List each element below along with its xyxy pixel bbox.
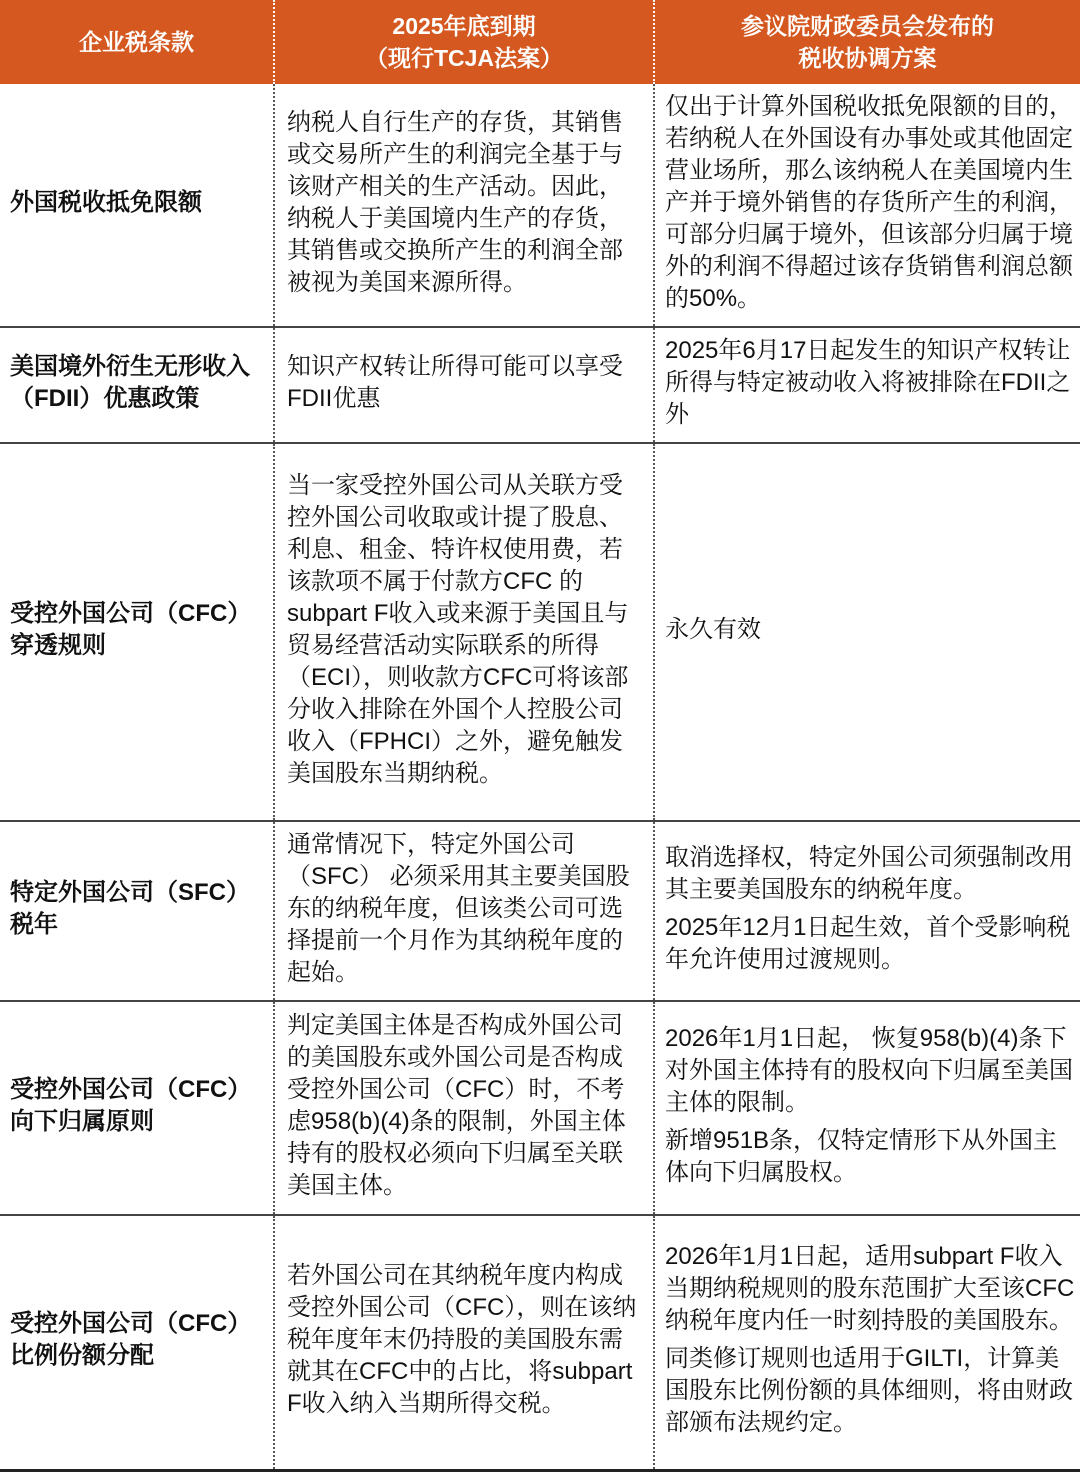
proposal-paragraph: 同类修订规则也适用于GILTI，计算美国股东比例份额的具体细则，将由财政部颁布法规约定。 — [665, 1345, 1073, 1437]
current-law-cell: 若外国公司在其纳税年度内构成受控外国公司（CFC），则在该纳税年度年末仍持股的美国股东需就其在CFC中的占比，将subpart F收入纳入当期所得交税。 — [274, 1215, 654, 1470]
current-law-cell: 当一家受控外国公司从关联方受控外国公司收取或计提了股息、利息、租金、特许权使用费，若该款项不属于付款方CFC 的subpart F收入或来源于美国且与贸易经营活动实际联系的所得（ECI），则收款方CFC可将该部分收入排除在外国个人控股公司收入（FPHCI）之外，避免触发美国股东当期纳税。 — [274, 443, 654, 821]
proposal-paragraph: 取消选择权，特定外国公司须强制改用其主要美国股东的纳税年度。 — [665, 844, 1073, 903]
proposal-cell — [654, 443, 1080, 821]
table-row — [0, 1001, 1080, 1215]
current-law-cell: 纳税人自行生产的存货，其销售或交易所产生的利润完全基于与该财产相关的生产活动。因此，纳税人于美国境内生产的存货，其销售或交换所产生的利润全部被视为美国来源所得。 — [274, 84, 654, 327]
proposal-paragraph: 2025年6月17日起发生的知识产权转让所得与特定被动收入将被排除在FDII之外 — [665, 337, 1071, 428]
proposal-paragraph: 2026年1月1日起，适用subpart F收入当期纳税规则的股东范围扩大至该CFC纳税年度内任一时刻持股的美国股东。 — [665, 1243, 1075, 1335]
provision-term: 外国税收抵免限额 — [0, 84, 274, 327]
table-row — [0, 84, 1080, 327]
provision-term: 受控外国公司（CFC）向下归属原则 — [0, 1001, 274, 1215]
proposal-cell — [654, 84, 1080, 327]
provision-term: 受控外国公司（CFC）比例份额分配 — [0, 1215, 274, 1470]
proposal-paragraph: 2025年12月1日起生效，首个受影响税年允许使用过渡规则。 — [665, 914, 1071, 973]
header-senate-proposal-line2: 税收协调方案 — [798, 45, 937, 71]
proposal-paragraph: 仅出于计算外国税收抵免限额的目的，若纳税人在外国设有办事处或其他固定营业场所，那么该纳税人在美国境内生产并于境外销售的存货所产生的利润，可部分归属于境外，但该部分归属于境外的利润不得超过该存货销售利润总额的50%。 — [665, 93, 1073, 312]
proposal-cell — [654, 1215, 1080, 1470]
proposal-cell — [654, 327, 1080, 443]
proposal-paragraph: 2026年1月1日起， 恢复958(b)(4)条下对外国主体持有的股权向下归属至美国主体的限制。 — [665, 1025, 1073, 1116]
header-current-law-line2: （现行TCJA法案） — [364, 45, 564, 71]
header-provision — [0, 0, 274, 84]
header-senate-proposal — [654, 0, 1080, 84]
table-row — [0, 821, 1080, 1001]
current-law-cell: 通常情况下，特定外国公司（SFC） 必须采用其主要美国股东的纳税年度，但该类公司可选择提前一个月作为其纳税年度的起始。 — [274, 821, 654, 1001]
header-current-law — [274, 0, 654, 84]
header-current-law-line1: 2025年底到期 — [392, 13, 536, 39]
proposal-cell — [654, 1001, 1080, 1215]
current-law-cell: 知识产权转让所得可能可以享受FDII优惠 — [274, 327, 654, 443]
current-law-cell: 判定美国主体是否构成外国公司的美国股东或外国公司是否构成受控外国公司（CFC）时，不考虑958(b)(4)条的限制，外国主体持有的股权必须向下归属至关联美国主体。 — [274, 1001, 654, 1215]
header-provision-label: 企业税条款 — [79, 29, 194, 55]
provision-term: 特定外国公司（SFC）税年 — [0, 821, 274, 1001]
proposal-cell — [654, 821, 1080, 1001]
provision-term: 受控外国公司（CFC）穿透规则 — [0, 443, 274, 821]
provision-term: 美国境外衍生无形收入（FDII）优惠政策 — [0, 327, 274, 443]
proposal-paragraph: 永久有效 — [665, 616, 761, 643]
table-header-row — [0, 0, 1080, 84]
table-row — [0, 443, 1080, 821]
header-senate-proposal-line1: 参议院财政委员会发布的 — [741, 13, 994, 39]
table-row — [0, 327, 1080, 443]
table-row — [0, 1215, 1080, 1470]
proposal-paragraph: 新增951B条，仅特定情形下从外国主体向下归属股权。 — [665, 1127, 1058, 1186]
